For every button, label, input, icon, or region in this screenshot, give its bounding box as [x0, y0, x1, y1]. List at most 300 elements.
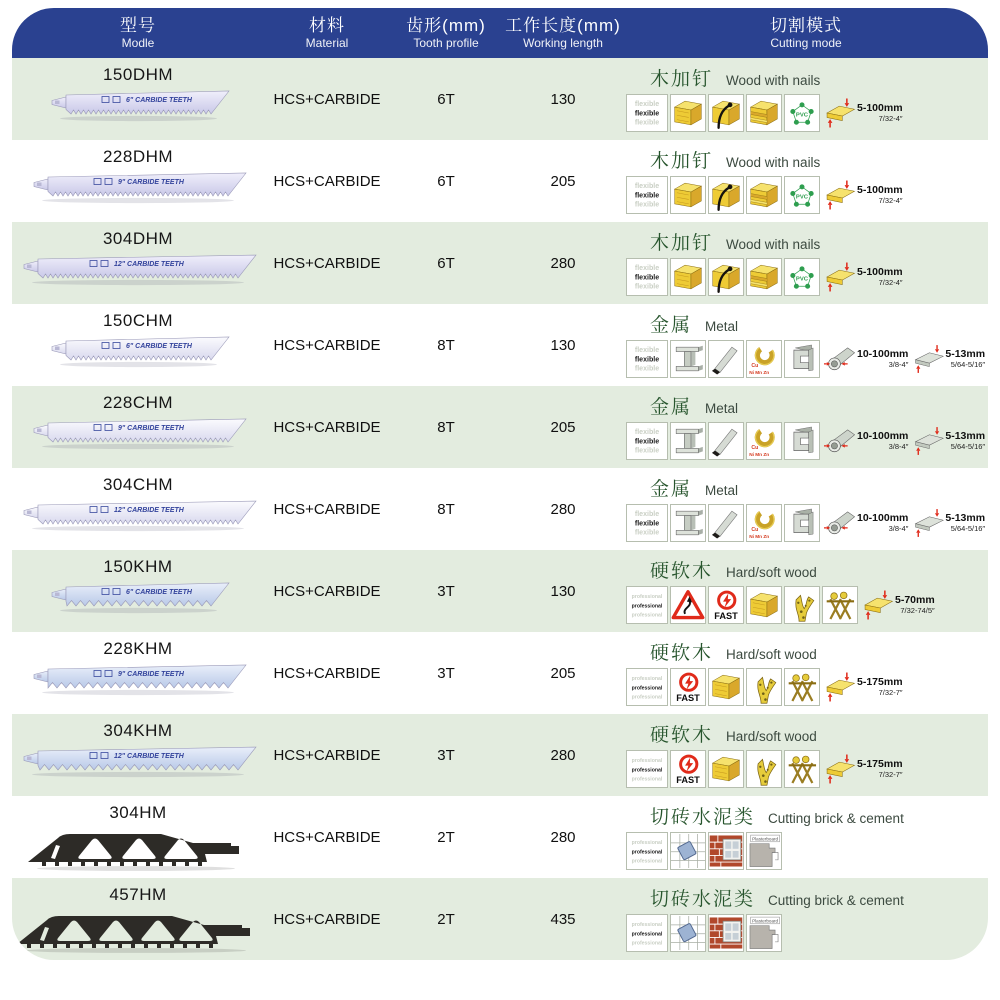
table-row — [12, 222, 988, 304]
tooth-profile-value: 2T — [437, 828, 455, 846]
blade-print: 12" CARBIDE TEETH — [114, 261, 184, 268]
material-cell — [264, 796, 390, 878]
tooth-profile-value: 6T — [437, 172, 455, 190]
cutting-mode-en: Wood with nails — [726, 155, 821, 170]
tooth-profile-cell — [390, 632, 502, 714]
fast-label: FAST — [676, 775, 700, 786]
tooth-profile-cell — [390, 550, 502, 632]
badge-ghost-text: professional — [631, 776, 663, 783]
range-metric: 5-100mm — [857, 102, 903, 115]
flexible-badge-icon — [626, 258, 668, 296]
blade-graphic — [28, 415, 248, 450]
cutting-mode-label — [650, 228, 986, 255]
badge-text: flexible — [634, 274, 660, 282]
col-header-tooth-profile — [390, 16, 502, 50]
branch-icon — [746, 668, 782, 706]
board-range-icon — [824, 750, 903, 788]
cutting-mode-en: Wood with nails — [726, 237, 821, 252]
badge-ghost-text: flexible — [634, 264, 660, 272]
material-value: HCS+CARBIDE — [273, 254, 381, 272]
col-header-model-zh: 型号 — [120, 16, 156, 35]
material-value: HCS+CARBIDE — [273, 90, 381, 108]
col-header-material-zh: 材料 — [309, 16, 345, 35]
range-text — [857, 349, 908, 369]
material-value: HCS+CARBIDE — [273, 582, 381, 600]
range-text — [857, 185, 903, 205]
material-cell — [264, 632, 390, 714]
cutting-icons — [626, 586, 986, 624]
model-cell — [12, 304, 264, 386]
tooth-profile-value: 8T — [437, 418, 455, 436]
blade-graphic — [18, 251, 258, 286]
material-value: HCS+CARBIDE — [273, 664, 381, 682]
range-imperial: 7/32-7″ — [878, 769, 903, 779]
cutting-mode-cell — [624, 222, 988, 304]
working-length-value: 130 — [550, 90, 576, 108]
table-row — [12, 58, 988, 140]
range-metric: 5-13mm — [945, 430, 986, 443]
range-metric: 5-175mm — [857, 758, 903, 771]
wood-block-icon — [670, 176, 706, 214]
sheet-range-icon — [912, 340, 985, 378]
table-body — [12, 58, 988, 960]
fast-icon — [670, 750, 706, 788]
blade-graphic — [12, 907, 264, 953]
wood-block-icon — [746, 586, 782, 624]
badge-ghost-text: professional — [631, 940, 663, 947]
alloy-label-top: Cu — [751, 363, 759, 370]
tooth-profile-cell — [390, 796, 502, 878]
board-range-icon — [824, 176, 903, 214]
ibeam-icon — [670, 504, 706, 542]
u-channel-icon — [784, 340, 820, 378]
tooth-profile-value: 3T — [437, 664, 455, 682]
blade-print: 6" CARBIDE TEETH — [125, 97, 192, 104]
col-header-working-length — [502, 16, 624, 50]
material-cell — [264, 878, 390, 960]
tile-icon — [670, 914, 706, 952]
badge-ghost-text: flexible — [634, 182, 660, 190]
col-header-cutting-mode-zh: 切割模式 — [770, 16, 842, 35]
blade-image — [18, 251, 258, 286]
range-metric: 10-100mm — [857, 348, 909, 361]
blade-print: 12" CARBIDE TEETH — [114, 753, 184, 760]
cutting-mode-cell — [624, 386, 988, 468]
cutting-mode-label — [650, 884, 986, 911]
blade-image — [23, 825, 253, 871]
col-header-material-en: Material — [305, 36, 349, 50]
table-header — [12, 8, 988, 58]
cutting-icons — [626, 258, 986, 296]
plasterboard-icon — [746, 914, 782, 952]
blade-print: 9" CARBIDE TEETH — [118, 671, 184, 678]
material-cell — [264, 468, 390, 550]
cutting-mode-zh: 木加钉 — [650, 69, 714, 90]
sawhorse-icon — [784, 668, 820, 706]
blade-graphic — [18, 497, 258, 532]
tooth-profile-cell — [390, 878, 502, 960]
flexible-badge-icon — [626, 94, 668, 132]
working-length-cell — [502, 878, 624, 960]
table-row — [12, 714, 988, 796]
model-cell — [12, 878, 264, 960]
range-imperial: 7/32-4″ — [878, 195, 903, 205]
range-text — [857, 677, 903, 697]
professional-badge-icon — [626, 668, 668, 706]
model-cell — [12, 58, 264, 140]
badge-ghost-text: professional — [631, 921, 663, 928]
wood-block-icon — [670, 258, 706, 296]
cutting-mode-en: Metal — [705, 483, 739, 498]
blade-print: 12" CARBIDE TEETH — [114, 507, 184, 514]
pvc-label: PVC — [795, 194, 809, 201]
col-header-material — [264, 16, 390, 50]
fast-label: FAST — [676, 693, 700, 704]
cutting-mode-cell — [624, 878, 988, 960]
pipe-range-icon — [824, 340, 908, 378]
model-label: 304CHM — [102, 475, 174, 494]
cutting-mode-en: Cutting brick & cement — [768, 893, 904, 908]
badge-ghost-text: professional — [631, 612, 663, 619]
badge-ghost-text: professional — [631, 694, 663, 701]
alloy-label-bottom: Ni Mn Zn — [749, 534, 770, 540]
angle-bar-icon — [708, 340, 744, 378]
badge-text: flexible — [634, 438, 660, 446]
range-imperial: 7/32-74/5″ — [900, 605, 935, 615]
material-cell — [264, 714, 390, 796]
working-length-cell — [502, 304, 624, 386]
table-row — [12, 468, 988, 550]
tooth-profile-cell — [390, 468, 502, 550]
cutting-mode-label — [650, 720, 986, 747]
working-length-cell — [502, 140, 624, 222]
range-metric: 5-175mm — [857, 676, 903, 689]
product-table-card — [12, 8, 988, 960]
col-header-model — [12, 16, 264, 50]
alloy-pipe-icon — [746, 340, 782, 378]
cutting-mode-cell — [624, 632, 988, 714]
model-label: 228CHM — [102, 393, 174, 412]
cutting-icons — [626, 668, 986, 706]
professional-badge-icon — [626, 914, 668, 952]
model-cell — [12, 222, 264, 304]
pvc-icon — [784, 258, 820, 296]
badge-text: flexible — [634, 110, 660, 118]
blade-image — [46, 87, 231, 122]
cutting-mode-zh: 木加钉 — [650, 233, 714, 254]
flexible-badge-icon — [626, 422, 668, 460]
material-value: HCS+CARBIDE — [273, 910, 381, 928]
tile-icon — [670, 832, 706, 870]
blade-print: 9" CARBIDE TEETH — [118, 425, 184, 432]
working-length-cell — [502, 222, 624, 304]
plasterboard-label: Plasterboard — [752, 918, 779, 924]
cutting-mode-zh: 硬软木 — [650, 725, 714, 746]
blade-graphic — [28, 169, 248, 204]
cutting-mode-label — [650, 310, 986, 337]
range-text — [895, 595, 935, 615]
tooth-profile-cell — [390, 714, 502, 796]
blade-image — [12, 907, 264, 953]
plasterboard-label: Plasterboard — [752, 836, 779, 842]
range-metric: 5-13mm — [945, 348, 986, 361]
cutting-mode-zh: 切砖水泥类 — [650, 807, 756, 828]
working-length-cell — [502, 58, 624, 140]
fast-label: FAST — [714, 611, 738, 622]
cutting-mode-label — [650, 638, 986, 665]
material-cell — [264, 386, 390, 468]
professional-badge-icon — [626, 586, 668, 624]
range-text — [857, 759, 903, 779]
alloy-label-bottom: Ni Mn Zn — [749, 370, 770, 376]
blade-graphic — [46, 333, 231, 368]
tooth-profile-cell — [390, 58, 502, 140]
cutting-mode-zh: 硬软木 — [650, 643, 714, 664]
blade-print: 9" CARBIDE TEETH — [118, 179, 184, 186]
working-length-value: 205 — [550, 418, 576, 436]
range-imperial: 7/32-4″ — [878, 113, 903, 123]
plywood-icon — [746, 176, 782, 214]
working-length-cell — [502, 386, 624, 468]
blade-graphic — [46, 579, 231, 614]
col-header-working-length-zh: 工作长度(mm) — [505, 16, 621, 35]
range-imperial: 7/32-7″ — [878, 687, 903, 697]
working-length-value: 130 — [550, 582, 576, 600]
badge-ghost-text: flexible — [634, 365, 660, 373]
cutting-mode-zh: 硬软木 — [650, 561, 714, 582]
range-text — [857, 267, 903, 287]
cutting-mode-en: Hard/soft wood — [726, 565, 817, 580]
working-length-value: 205 — [550, 664, 576, 682]
range-imperial: 7/32-4″ — [878, 277, 903, 287]
working-length-value: 280 — [550, 746, 576, 764]
cutting-icons — [626, 504, 986, 542]
table-row — [12, 304, 988, 386]
brick-wall-icon — [708, 832, 744, 870]
cutting-mode-cell — [624, 58, 988, 140]
model-cell — [12, 468, 264, 550]
col-header-cutting-mode-en: Cutting mode — [770, 36, 842, 50]
fast-icon — [670, 668, 706, 706]
model-cell — [12, 632, 264, 714]
blade-graphic — [18, 743, 258, 778]
range-imperial: 5/64-5/16″ — [950, 523, 986, 533]
board-range-icon — [862, 586, 935, 624]
cutting-mode-zh: 木加钉 — [650, 151, 714, 172]
plasterboard-icon — [746, 832, 782, 870]
cutting-mode-zh: 金属 — [650, 315, 693, 336]
material-cell — [264, 58, 390, 140]
badge-text: professional — [631, 603, 663, 610]
tooth-profile-value: 2T — [437, 910, 455, 928]
working-length-value: 280 — [550, 828, 576, 846]
cutting-mode-zh: 金属 — [650, 397, 693, 418]
wood-block-icon — [708, 668, 744, 706]
range-metric: 5-13mm — [945, 512, 986, 525]
tooth-profile-cell — [390, 386, 502, 468]
cutting-mode-label — [650, 802, 986, 829]
material-cell — [264, 304, 390, 386]
working-length-cell — [502, 468, 624, 550]
badge-ghost-text: flexible — [634, 119, 660, 127]
cutting-mode-cell — [624, 140, 988, 222]
cutting-mode-zh: 金属 — [650, 479, 693, 500]
range-metric: 10-100mm — [857, 512, 909, 525]
angle-bar-icon — [708, 504, 744, 542]
material-value: HCS+CARBIDE — [273, 172, 381, 190]
board-range-icon — [824, 258, 903, 296]
cutting-icons — [626, 750, 986, 788]
cutting-icons — [626, 176, 986, 214]
material-value: HCS+CARBIDE — [273, 500, 381, 518]
alloy-pipe-icon — [746, 504, 782, 542]
branch-icon — [784, 586, 820, 624]
pvc-label: PVC — [795, 112, 809, 119]
branch-icon — [746, 750, 782, 788]
badge-ghost-text: professional — [631, 757, 663, 764]
range-imperial: 5/64-5/16″ — [950, 441, 986, 451]
cutting-mode-en: Hard/soft wood — [726, 729, 817, 744]
wood-nail-icon — [708, 176, 744, 214]
u-channel-icon — [784, 422, 820, 460]
pvc-label: PVC — [795, 276, 809, 283]
badge-ghost-text: professional — [631, 675, 663, 682]
cutting-icons — [626, 914, 986, 952]
wood-block-icon — [670, 94, 706, 132]
angle-bar-icon — [708, 422, 744, 460]
blade-image — [28, 169, 248, 204]
badge-ghost-text: flexible — [634, 346, 660, 354]
sawhorse-icon — [784, 750, 820, 788]
wood-nail-icon — [708, 258, 744, 296]
wood-block-icon — [708, 750, 744, 788]
badge-ghost-text: flexible — [634, 447, 660, 455]
cutting-mode-label — [650, 146, 986, 173]
pvc-icon — [784, 94, 820, 132]
range-text — [857, 513, 908, 533]
model-cell — [12, 796, 264, 878]
blade-print: 6" CARBIDE TEETH — [125, 589, 192, 596]
material-value: HCS+CARBIDE — [273, 828, 381, 846]
blade-graphic — [46, 87, 231, 122]
badge-ghost-text: flexible — [634, 201, 660, 209]
cutting-mode-cell — [624, 796, 988, 878]
badge-ghost-text: professional — [631, 593, 663, 600]
blade-image — [18, 497, 258, 532]
col-header-tooth-profile-en: Tooth profile — [413, 36, 479, 50]
model-label: 228KHM — [103, 639, 173, 658]
model-label: 150CHM — [102, 311, 174, 330]
board-range-icon — [824, 668, 903, 706]
range-text — [945, 349, 985, 369]
model-cell — [12, 550, 264, 632]
working-length-value: 280 — [550, 500, 576, 518]
badge-ghost-text: flexible — [634, 428, 660, 436]
range-imperial: 3/8-4″ — [888, 523, 909, 533]
tooth-profile-cell — [390, 304, 502, 386]
model-label: 304DHM — [102, 229, 174, 248]
cutting-mode-label — [650, 556, 986, 583]
model-label: 304KHM — [103, 721, 173, 740]
blade-image — [28, 661, 248, 696]
working-length-cell — [502, 714, 624, 796]
table-row — [12, 878, 988, 960]
range-text — [945, 513, 985, 533]
ibeam-icon — [670, 422, 706, 460]
material-value: HCS+CARBIDE — [273, 746, 381, 764]
material-cell — [264, 550, 390, 632]
cutting-mode-en: Hard/soft wood — [726, 647, 817, 662]
sheet-range-icon — [912, 504, 985, 542]
material-cell — [264, 140, 390, 222]
table-row — [12, 550, 988, 632]
range-imperial: 3/8-4″ — [888, 359, 909, 369]
tooth-profile-value: 3T — [437, 746, 455, 764]
range-imperial: 3/8-4″ — [888, 441, 909, 451]
badge-ghost-text: flexible — [634, 529, 660, 537]
working-length-cell — [502, 632, 624, 714]
cutting-mode-en: Metal — [705, 401, 739, 416]
cutting-mode-cell — [624, 468, 988, 550]
working-length-value: 280 — [550, 254, 576, 272]
badge-text: flexible — [634, 192, 660, 200]
blade-image — [46, 579, 231, 614]
cutting-mode-cell — [624, 304, 988, 386]
badge-ghost-text: professional — [631, 858, 663, 865]
tooth-profile-value: 8T — [437, 336, 455, 354]
badge-text: professional — [631, 767, 663, 774]
tooth-profile-value: 8T — [437, 500, 455, 518]
cutting-mode-cell — [624, 550, 988, 632]
flexible-badge-icon — [626, 504, 668, 542]
alloy-pipe-icon — [746, 422, 782, 460]
range-metric: 5-100mm — [857, 266, 903, 279]
working-length-value: 130 — [550, 336, 576, 354]
cutting-mode-cell — [624, 714, 988, 796]
pipe-range-icon — [824, 422, 908, 460]
warning-curve-icon — [670, 586, 706, 624]
tooth-profile-cell — [390, 222, 502, 304]
table-row — [12, 796, 988, 878]
range-text — [857, 103, 903, 123]
alloy-label-top: Cu — [751, 527, 759, 534]
range-metric: 5-70mm — [895, 594, 935, 607]
blade-image — [28, 415, 248, 450]
badge-ghost-text: flexible — [634, 100, 660, 108]
flexible-badge-icon — [626, 340, 668, 378]
pvc-icon — [784, 176, 820, 214]
wood-nail-icon — [708, 94, 744, 132]
badge-text: professional — [631, 685, 663, 692]
badge-text: professional — [631, 931, 663, 938]
plywood-icon — [746, 258, 782, 296]
board-range-icon — [824, 94, 903, 132]
working-length-cell — [502, 550, 624, 632]
cutting-icons — [626, 832, 986, 870]
badge-text: professional — [631, 849, 663, 856]
model-cell — [12, 386, 264, 468]
flexible-badge-icon — [626, 176, 668, 214]
cutting-icons — [626, 94, 986, 132]
badge-text: flexible — [634, 520, 660, 528]
u-channel-icon — [784, 504, 820, 542]
model-cell — [12, 140, 264, 222]
tooth-profile-cell — [390, 140, 502, 222]
range-text — [945, 431, 985, 451]
tooth-profile-value: 6T — [437, 90, 455, 108]
blade-image — [18, 743, 258, 778]
blade-print: 6" CARBIDE TEETH — [125, 343, 192, 350]
